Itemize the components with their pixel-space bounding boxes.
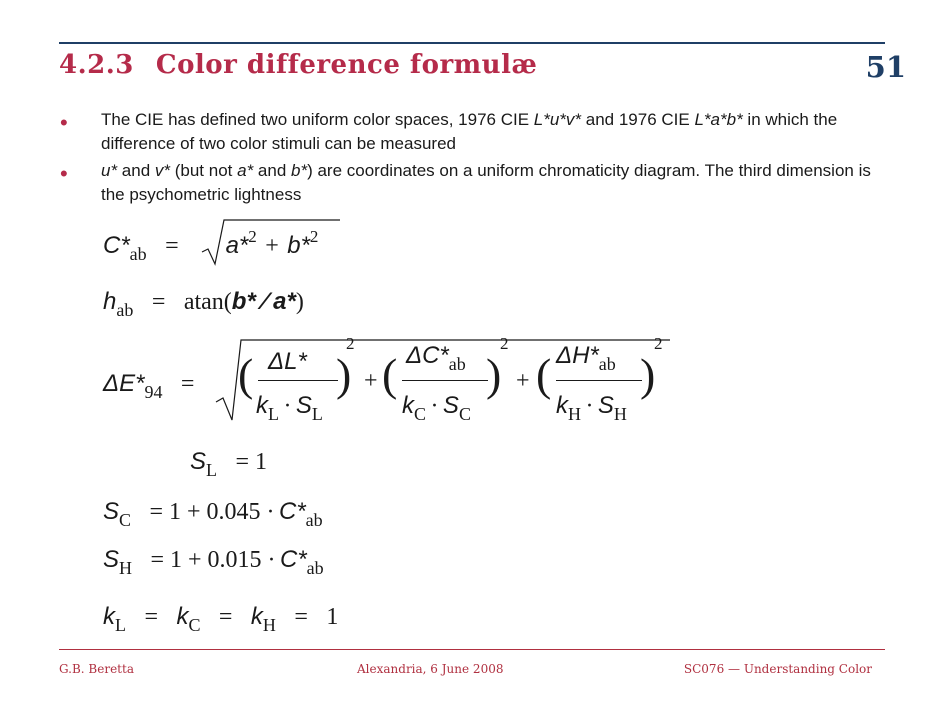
footer-location-date: Alexandria, 6 June 2008 bbox=[357, 662, 504, 676]
bullet-1: The CIE has defined two uniform color spaces, 1976 CIE L*u*v* and 1976 CIE L*a*b* in which the difference of two color stimuli can be measured bbox=[101, 110, 838, 153]
sh-formula: SH = 1 + 0.015 · C*ab bbox=[103, 546, 324, 578]
delta-e-lhs: ΔE*94 = bbox=[103, 370, 195, 402]
section-number: 4.2.3 bbox=[59, 50, 134, 80]
section-heading bbox=[59, 50, 537, 80]
sc-formula: SC = 1 + 0.045 · C*ab bbox=[103, 498, 323, 530]
bullet-2: u* and v* (but not a* and b*) are coordinates on a uniform chromaticity diagram. The third dimension is the psychometric lightness bbox=[101, 161, 871, 204]
term3-denominator: kH · SH bbox=[556, 392, 627, 424]
term3-fraction-bar bbox=[556, 380, 642, 381]
footer-course: SC076 — Understanding Color bbox=[683, 662, 872, 676]
weighting-factors-formula: kL = kC = kH = 1 bbox=[103, 603, 339, 635]
footer-rule bbox=[59, 649, 885, 650]
header-rule bbox=[59, 42, 885, 44]
section-title: Color difference formulæ bbox=[155, 50, 538, 80]
bullet-marker: • bbox=[60, 161, 68, 186]
chroma-sqrt-sign bbox=[200, 216, 345, 266]
term2-denominator: kC · SC bbox=[402, 392, 471, 424]
term1-numerator: ΔL* bbox=[268, 348, 307, 375]
footer-author: G.B. Beretta bbox=[59, 662, 134, 676]
sl-formula: SL = 1 bbox=[190, 448, 268, 480]
page-number: 51 bbox=[865, 50, 906, 84]
term2-numerator: ΔC*ab bbox=[406, 342, 466, 374]
term1-denominator: kL · SL bbox=[256, 392, 323, 424]
hue-angle-formula: hab = atan(b* ⁄ a*) bbox=[103, 288, 304, 320]
term1-fraction-bar bbox=[258, 380, 338, 381]
term2-fraction-bar bbox=[402, 380, 488, 381]
chroma-formula: C*ab = a*2 + b*2 bbox=[103, 227, 319, 264]
term3-numerator: ΔH*ab bbox=[556, 342, 616, 374]
bullet-marker: • bbox=[60, 110, 68, 135]
